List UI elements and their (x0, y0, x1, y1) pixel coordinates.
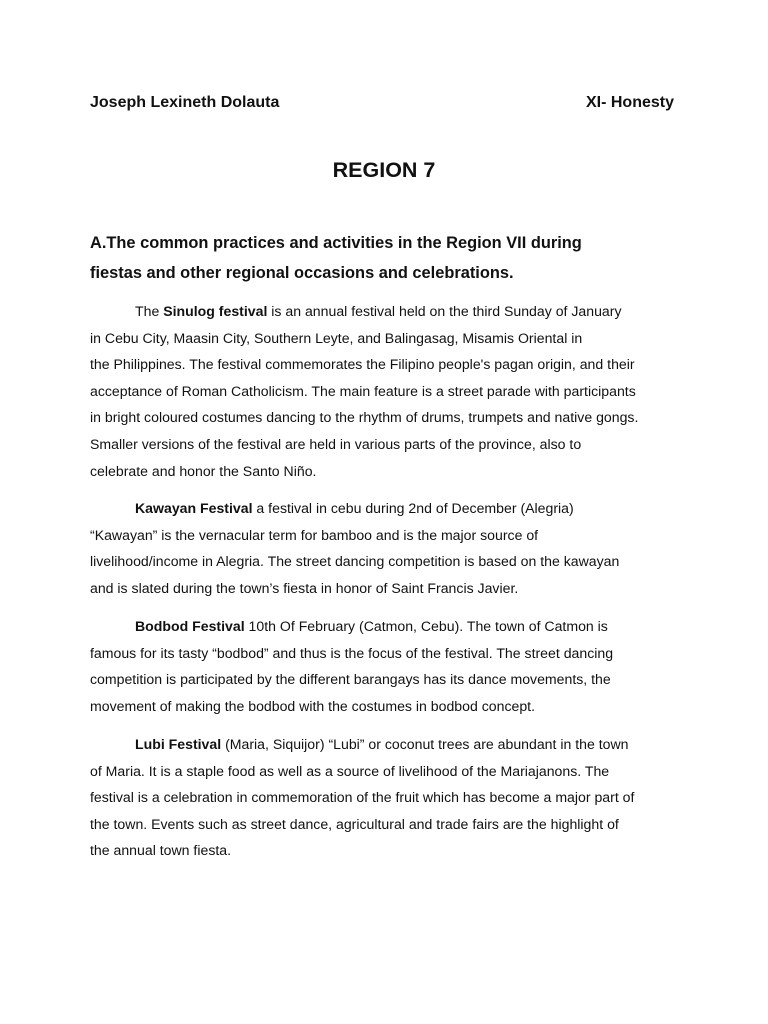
paragraph-lead: The (135, 303, 164, 319)
paragraph-line: the Philippines. The festival commemorates the Filipino people's pagan origin, and their (90, 356, 635, 373)
paragraph-line: Smaller versions of the festival are held in various parts of the province, also to (90, 435, 582, 452)
paragraph-lubi (90, 731, 690, 864)
class-section: XI- Honesty (585, 94, 674, 111)
paragraph-line: acceptance of Roman Catholicism. The main feature is a street parade with participants (90, 382, 636, 399)
paragraph-line: the town. Events such as street dance, agricultural and trade fairs are the highlight of (90, 815, 619, 832)
paragraph-line: the annual town fiesta. (90, 842, 232, 859)
author-name: Joseph Lexineth Dolauta (90, 94, 280, 111)
paragraph-text: is an annual festival held on the third Sunday of January (267, 303, 622, 319)
paragraph-line (90, 731, 690, 758)
paragraph-line (90, 298, 690, 325)
paragraph-line: in Cebu City, Maasin City, Southern Leyte, and Balingasag, Misamis Oriental in (90, 329, 583, 346)
page-title: REGION 7 (332, 158, 436, 182)
festival-name: Lubi Festival (135, 736, 222, 752)
section-heading-line: A.The common practices and activities in the Region VII during (90, 234, 582, 252)
paragraph-line: “Kawayan” is the vernacular term for bamboo and is the major source of (90, 526, 539, 543)
paragraph-line: movement of making the bodbod with the costumes in bodbod concept. (90, 697, 536, 714)
festival-name: Bodbod Festival (135, 618, 245, 634)
festival-name: Sinulog festival (163, 303, 268, 319)
paragraph-line: festival is a celebration in commemoration of the fruit which has become a major part of (90, 789, 635, 806)
header-row (90, 93, 674, 113)
paragraph-line: in bright coloured costumes dancing to the rhythm of drums, trumpets and native gongs. (90, 409, 639, 426)
paragraph-sinulog (90, 298, 690, 484)
section-heading (90, 228, 690, 288)
paragraph-line: livelihood/income in Alegria. The street dancing competition is based on the kawayan (90, 553, 620, 570)
paragraph-line: celebrate and honor the Santo Niño. (90, 462, 317, 479)
paragraph-line: of Maria. It is a staple food as well as a source of livelihood of the Mariajanons. The (90, 762, 610, 779)
paragraph-line: and is slated during the town’s fiesta in honor of Saint Francis Javier. (90, 579, 519, 596)
festival-name: Kawayan Festival (135, 500, 253, 516)
paragraph-text: 10th Of February (Catmon, Cebu). The town of Catmon is (244, 618, 608, 634)
paragraph-line (90, 495, 690, 522)
paragraph-text: (Maria, Siquijor) “Lubi” or coconut trees are abundant in the town (221, 736, 629, 752)
paragraph-line (90, 613, 690, 640)
paragraph-bodbod (90, 613, 690, 719)
paragraph-line: competition is participated by the different barangays has its dance movements, the (90, 671, 611, 688)
paragraph-line: famous for its tasty “bodbod” and thus is the focus of the festival. The street dancing (90, 644, 614, 661)
paragraph-text: a festival in cebu during 2nd of December (Alegria) (252, 500, 574, 516)
paragraph-kawayan (90, 495, 690, 601)
section-heading-line: fiestas and other regional occasions and celebrations. (90, 264, 514, 282)
